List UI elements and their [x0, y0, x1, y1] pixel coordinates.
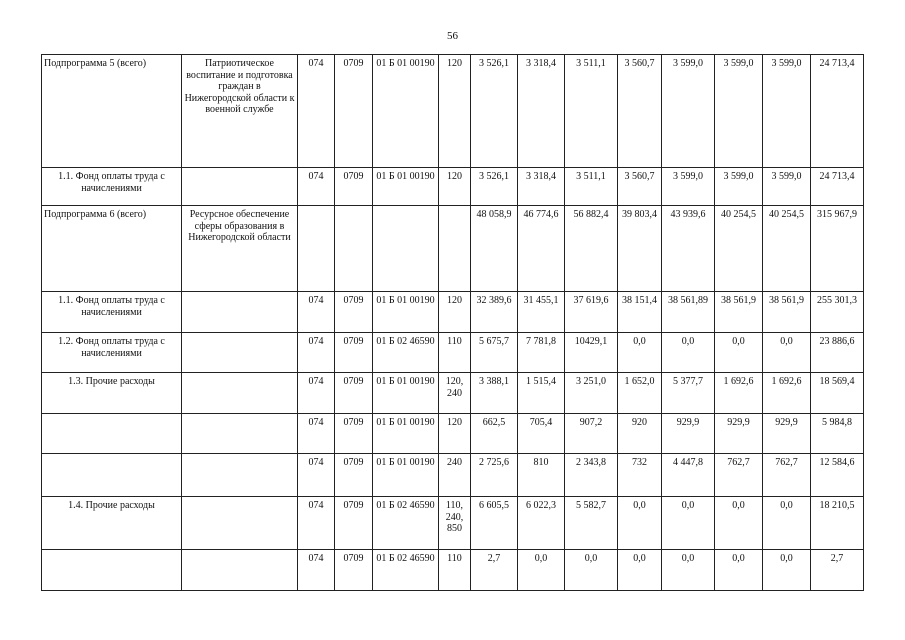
cell-vr: 240 [439, 454, 471, 497]
cell-value: 3 511,1 [565, 55, 618, 168]
cell-grbs: 074 [298, 373, 335, 414]
table-row [42, 373, 864, 414]
cell-value: 3 318,4 [518, 168, 565, 206]
cell-value: 0,0 [662, 333, 715, 373]
cell-grbs: 074 [298, 414, 335, 454]
cell-grbs [298, 206, 335, 292]
table-row [42, 454, 864, 497]
cell-grbs: 074 [298, 497, 335, 550]
row-description [182, 373, 298, 414]
page-number: 56 [447, 30, 458, 42]
cell-csr: 01 Б 01 00190 [373, 168, 439, 206]
table-row [42, 55, 864, 168]
row-name: 1.2. Фонд оплаты труда с начислениями [42, 333, 182, 373]
row-name: Подпрограмма 6 (всего) [42, 206, 182, 292]
cell-total: 23 886,6 [811, 333, 864, 373]
cell-value: 48 058,9 [471, 206, 518, 292]
cell-value: 39 803,4 [618, 206, 662, 292]
cell-value: 40 254,5 [763, 206, 811, 292]
cell-csr: 01 Б 02 46590 [373, 333, 439, 373]
cell-grbs: 074 [298, 55, 335, 168]
cell-vr: 110 [439, 333, 471, 373]
cell-csr: 01 Б 01 00190 [373, 414, 439, 454]
cell-csr: 01 Б 02 46590 [373, 497, 439, 550]
cell-value: 3 526,1 [471, 168, 518, 206]
cell-value: 762,7 [715, 454, 763, 497]
cell-value: 2 343,8 [565, 454, 618, 497]
cell-vr: 120 [439, 292, 471, 333]
cell-value: 929,9 [715, 414, 763, 454]
cell-csr [373, 206, 439, 292]
cell-value: 0,0 [618, 550, 662, 591]
cell-value: 56 882,4 [565, 206, 618, 292]
cell-value: 907,2 [565, 414, 618, 454]
cell-value: 3 318,4 [518, 55, 565, 168]
cell-value: 4 447,8 [662, 454, 715, 497]
cell-csr: 01 Б 01 00190 [373, 292, 439, 333]
row-description [182, 497, 298, 550]
cell-value: 6 022,3 [518, 497, 565, 550]
cell-value: 38 151,4 [618, 292, 662, 333]
cell-total: 315 967,9 [811, 206, 864, 292]
cell-rz [335, 206, 373, 292]
cell-value: 662,5 [471, 414, 518, 454]
cell-value: 2 725,6 [471, 454, 518, 497]
cell-value: 3 511,1 [565, 168, 618, 206]
cell-csr: 01 Б 01 00190 [373, 454, 439, 497]
cell-value: 5 377,7 [662, 373, 715, 414]
cell-value: 3 526,1 [471, 55, 518, 168]
cell-value: 3 599,0 [715, 168, 763, 206]
cell-vr: 110, 240, 850 [439, 497, 471, 550]
cell-value: 38 561,9 [763, 292, 811, 333]
table-row [42, 333, 864, 373]
cell-value: 5 582,7 [565, 497, 618, 550]
cell-value: 0,0 [662, 550, 715, 591]
cell-value: 929,9 [763, 414, 811, 454]
cell-rz: 0709 [335, 168, 373, 206]
cell-value: 3 599,0 [763, 55, 811, 168]
budget-table [41, 54, 864, 591]
cell-rz: 0709 [335, 373, 373, 414]
row-name [42, 414, 182, 454]
table-row [42, 550, 864, 591]
cell-value: 0,0 [715, 550, 763, 591]
cell-value: 1 692,6 [715, 373, 763, 414]
cell-value: 0,0 [518, 550, 565, 591]
cell-value: 7 781,8 [518, 333, 565, 373]
cell-value: 2,7 [471, 550, 518, 591]
cell-vr: 120 [439, 55, 471, 168]
cell-csr: 01 Б 01 00190 [373, 55, 439, 168]
cell-value: 1 692,6 [763, 373, 811, 414]
cell-total: 2,7 [811, 550, 864, 591]
cell-vr: 120 [439, 168, 471, 206]
cell-value: 31 455,1 [518, 292, 565, 333]
cell-value: 810 [518, 454, 565, 497]
cell-value: 0,0 [662, 497, 715, 550]
cell-value: 37 619,6 [565, 292, 618, 333]
cell-vr: 120 [439, 414, 471, 454]
table-row [42, 206, 864, 292]
cell-total: 255 301,3 [811, 292, 864, 333]
cell-total: 24 713,4 [811, 168, 864, 206]
row-description [182, 550, 298, 591]
row-description [182, 414, 298, 454]
cell-value: 1 652,0 [618, 373, 662, 414]
row-description [182, 454, 298, 497]
table-row [42, 292, 864, 333]
cell-total: 12 584,6 [811, 454, 864, 497]
cell-value: 10429,1 [565, 333, 618, 373]
cell-value: 3 599,0 [662, 168, 715, 206]
cell-value: 0,0 [565, 550, 618, 591]
cell-vr [439, 206, 471, 292]
row-description: Ресурсное обеспечение сферы образования в Нижегородской области [182, 206, 298, 292]
cell-total: 5 984,8 [811, 414, 864, 454]
table-row [42, 168, 864, 206]
cell-vr: 110 [439, 550, 471, 591]
cell-value: 38 561,9 [715, 292, 763, 333]
cell-value: 1 515,4 [518, 373, 565, 414]
cell-value: 3 599,0 [763, 168, 811, 206]
cell-rz: 0709 [335, 414, 373, 454]
cell-grbs: 074 [298, 168, 335, 206]
cell-value: 3 560,7 [618, 168, 662, 206]
table-row [42, 414, 864, 454]
row-name: 1.1. Фонд оплаты труда с начислениями [42, 292, 182, 333]
cell-grbs: 074 [298, 333, 335, 373]
cell-value: 0,0 [618, 333, 662, 373]
cell-value: 929,9 [662, 414, 715, 454]
cell-value: 38 561,89 [662, 292, 715, 333]
cell-rz: 0709 [335, 333, 373, 373]
cell-value: 3 388,1 [471, 373, 518, 414]
cell-grbs: 074 [298, 550, 335, 591]
cell-vr: 120, 240 [439, 373, 471, 414]
cell-value: 3 251,0 [565, 373, 618, 414]
cell-rz: 0709 [335, 454, 373, 497]
cell-value: 762,7 [763, 454, 811, 497]
row-description [182, 292, 298, 333]
cell-value: 3 599,0 [715, 55, 763, 168]
cell-value: 732 [618, 454, 662, 497]
row-name: 1.1. Фонд оплаты труда с начислениями [42, 168, 182, 206]
cell-value: 0,0 [618, 497, 662, 550]
cell-value: 920 [618, 414, 662, 454]
cell-total: 24 713,4 [811, 55, 864, 168]
cell-value: 43 939,6 [662, 206, 715, 292]
cell-value: 3 560,7 [618, 55, 662, 168]
cell-total: 18 569,4 [811, 373, 864, 414]
cell-rz: 0709 [335, 497, 373, 550]
cell-grbs: 074 [298, 454, 335, 497]
row-description [182, 333, 298, 373]
cell-total: 18 210,5 [811, 497, 864, 550]
table-row [42, 497, 864, 550]
cell-value: 0,0 [763, 497, 811, 550]
row-name [42, 550, 182, 591]
row-name: 1.4. Прочие расходы [42, 497, 182, 550]
row-name [42, 454, 182, 497]
cell-value: 6 605,5 [471, 497, 518, 550]
cell-value: 0,0 [715, 333, 763, 373]
cell-value: 0,0 [715, 497, 763, 550]
cell-rz: 0709 [335, 550, 373, 591]
cell-rz: 0709 [335, 55, 373, 168]
cell-value: 0,0 [763, 550, 811, 591]
cell-value: 3 599,0 [662, 55, 715, 168]
cell-value: 32 389,6 [471, 292, 518, 333]
row-description: Патриотическое воспитание и подготовка граждан в Нижегородской области к военной службе [182, 55, 298, 168]
cell-rz: 0709 [335, 292, 373, 333]
cell-value: 0,0 [763, 333, 811, 373]
cell-grbs: 074 [298, 292, 335, 333]
cell-value: 705,4 [518, 414, 565, 454]
row-name: 1.3. Прочие расходы [42, 373, 182, 414]
cell-value: 46 774,6 [518, 206, 565, 292]
row-description [182, 168, 298, 206]
cell-csr: 01 Б 01 00190 [373, 373, 439, 414]
row-name: Подпрограмма 5 (всего) [42, 55, 182, 168]
cell-csr: 01 Б 02 46590 [373, 550, 439, 591]
cell-value: 5 675,7 [471, 333, 518, 373]
cell-value: 40 254,5 [715, 206, 763, 292]
